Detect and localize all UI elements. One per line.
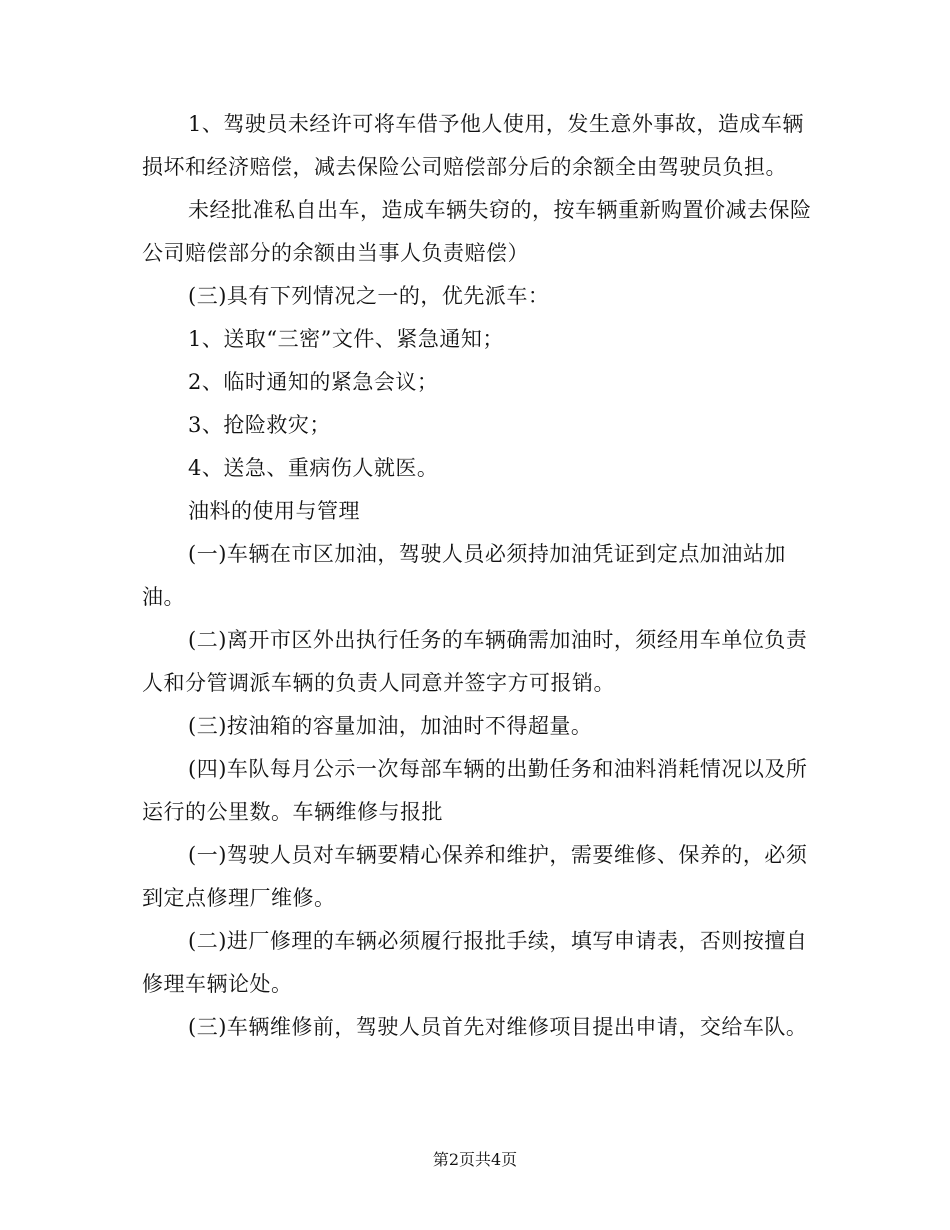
paragraph: 4、送急、重病伤人就医。 xyxy=(188,456,439,480)
section-heading: 油料的使用与管理 xyxy=(188,499,360,523)
paragraph: 3、抢险救灾； xyxy=(188,413,331,437)
paragraph: 1、送取“三密”文件、紧急通知； xyxy=(188,327,504,351)
paragraph: 未经批准私自出车，造成车辆失窃的，按车辆重新购置价减去保险公司赔偿部分的余额由当事人负责赔偿） xyxy=(142,198,812,265)
paragraph: 1、驾驶员未经许可将车借予他人使用，发生意外事故，造成车辆损坏和经济赔偿，减去保险公司赔偿部分后的余额全由驾驶员负担。 xyxy=(142,112,804,179)
paragraph: (一)驾驶人员对车辆要精心保养和维护，需要维修、保养的，必须到定点修理厂维修。 xyxy=(142,843,808,910)
paragraph: (三)具有下列情况之一的，优先派车： xyxy=(188,284,550,308)
paragraph: (三)车辆维修前，驾驶人员首先对维修项目提出申请，交给车队。 xyxy=(188,1015,808,1039)
paragraph: (二)进厂修理的车辆必须履行报批手续，填写申请表，否则按擅自修理车辆论处。 xyxy=(142,929,808,996)
paragraph: (四)车队每月公示一次每部车辆的出勤任务和油料消耗情况以及所运行的公里数。车辆维修与报批 xyxy=(142,757,808,824)
page-number-footer: 第2页共4页 xyxy=(432,1150,518,1169)
paragraph: 2、临时通知的紧急会议； xyxy=(188,370,439,394)
document-body xyxy=(142,103,814,1049)
paragraph: (一)车辆在市区加油，驾驶人员必须持加油凭证到定点加油站加油。 xyxy=(142,542,786,609)
paragraph: (二)离开市区外出执行任务的车辆确需加油时，须经用车单位负责人和分管调派车辆的负责人同意并签字方可报销。 xyxy=(142,628,808,695)
paragraph: (三)按油箱的容量加油，加油时不得超量。 xyxy=(188,714,593,738)
